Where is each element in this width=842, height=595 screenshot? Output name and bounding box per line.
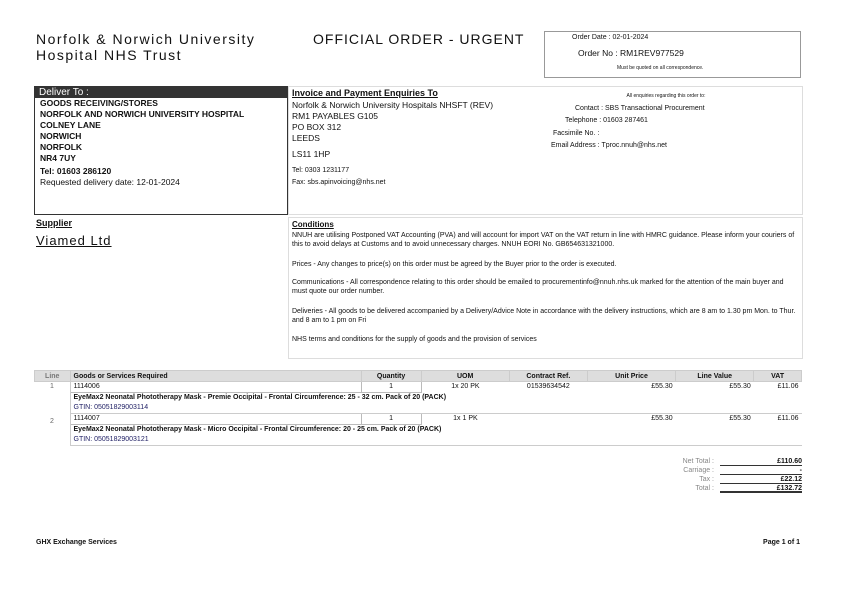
col-contract: Contract Ref. [509, 371, 587, 382]
item-unit-price: £55.30 [651, 383, 673, 390]
item-line-value: £55.30 [729, 383, 751, 390]
col-vat: VAT [754, 371, 802, 382]
page-number: Page 1 of 1 [763, 539, 800, 546]
item-quantity: 1 [361, 414, 421, 425]
order-items-table [34, 370, 802, 446]
order-info-box [544, 31, 801, 78]
table-row-description [35, 425, 802, 436]
col-goods: Goods or Services Required [70, 371, 361, 382]
col-unit-price: Unit Price [587, 371, 675, 382]
invoice-line: LEEDS [292, 133, 320, 143]
deliver-line: NR4 7UY [40, 153, 76, 163]
table-header-row [35, 371, 802, 382]
deliver-to-box [34, 86, 288, 215]
deliver-to-header: Deliver To : [35, 87, 287, 98]
tax-label: Tax : [699, 476, 714, 483]
enquiries-contact: Contact : SBS Transactional Procurement [575, 104, 705, 112]
deliver-line: GOODS RECEIVING/STORES [40, 98, 158, 108]
invoice-tel: Tel: 0303 1231177 [292, 167, 350, 174]
condition-prices: Prices - Any changes to price(s) on this order must be agreed by the Buyer prior to the order is executed. [292, 261, 617, 268]
deliver-line: NORWICH [40, 131, 82, 141]
table-row [35, 382, 802, 393]
deliver-line: COLNEY LANE [40, 120, 101, 130]
invoice-box [288, 86, 803, 215]
table-row-gtin [35, 403, 802, 414]
item-contract-ref [509, 414, 587, 425]
net-total-value: £110.60 [720, 457, 802, 466]
item-vat: £11.06 [777, 383, 799, 390]
item-gtin: GTIN: 05051829003121 [70, 435, 802, 446]
item-gtin: GTIN: 05051829003114 [70, 403, 802, 414]
col-line: Line [35, 371, 71, 382]
enquiries-title: All enquiries regarding this order to: [626, 93, 706, 99]
condition-communications: Communications - All correspondence relating to this order should be emailed to procurementinfo@nnuh.nhs.uk marked for the attention of the main buyer and must quote our order number. [292, 279, 784, 295]
enquiries-telephone: Telephone : 01603 287461 [565, 117, 648, 124]
item-uom: 1x 20 PK [451, 383, 480, 390]
item-code: 1114006 [70, 382, 361, 393]
carriage-label: Carriage : [683, 467, 714, 474]
item-quantity: 1 [361, 382, 421, 393]
organisation-name [36, 31, 255, 63]
invoice-line: PO BOX 312 [292, 122, 342, 132]
org-line-2: Hospital NHS Trust [36, 47, 183, 63]
item-uom: 1x 1 PK [453, 415, 478, 422]
conditions-header: Conditions [292, 220, 334, 229]
footer-source: GHX Exchange Services [36, 539, 117, 546]
col-quantity: Quantity [361, 371, 421, 382]
condition-pva: NNUH are utilising Postponed VAT Accounting (PVA) and will account for import VAT on the VAT return in line with HMRC guidance. Please inform your couriers of this to avoid delays at Customs and to avoid unnecessary charges. NNUH EORI No. GB654631321000. [292, 232, 795, 248]
item-description: EyeMax2 Neonatal Phototherapy Mask - Premie Occipital - Frontal Circumference: 25 - 32 cm. Pack of 20 (PACK) [73, 394, 447, 401]
supplier-label: Supplier [36, 218, 73, 228]
col-line-value: Line Value [676, 371, 754, 382]
condition-nhs-terms: NHS terms and conditions for the supply of goods and the provision of services [292, 336, 537, 343]
table-row [35, 414, 802, 425]
deliver-line: NORFOLK [40, 142, 83, 152]
order-date: Order Date : 02-01-2024 [572, 34, 649, 41]
item-description: EyeMax2 Neonatal Phototherapy Mask - Micro Occipital - Frontal Circumference: 20 - 25 cm. Pack of 20 (PACK) [73, 426, 442, 433]
enquiries-email: Email Address : Tproc.nnuh@nhs.net [551, 142, 667, 149]
total-value: £132.72 [720, 484, 802, 493]
deliver-tel: Tel: 01603 286120 [40, 166, 112, 176]
document-title: OFFICIAL ORDER - URGENT [313, 31, 525, 47]
item-code: 1114007 [70, 414, 361, 425]
deliver-line: NORFOLK AND NORWICH UNIVERSITY HOSPITAL [40, 109, 245, 119]
org-line-1: Norfolk & Norwich University [36, 31, 256, 47]
table-row-gtin [35, 435, 802, 446]
requested-delivery-date: Requested delivery date: 12-01-2024 [40, 177, 180, 187]
item-vat: £11.06 [777, 415, 799, 422]
item-contract-ref: 01539634542 [526, 383, 570, 390]
supplier-name: Viamed Ltd [36, 233, 112, 248]
invoice-header: Invoice and Payment Enquiries To [292, 88, 438, 98]
table-row-description [35, 393, 802, 404]
item-line-value: £55.30 [729, 415, 751, 422]
totals-panel [640, 457, 802, 493]
line-number: 1 [35, 382, 71, 414]
invoice-line: LS11 1HP [292, 149, 331, 159]
item-unit-price: £55.30 [651, 415, 673, 422]
col-uom: UOM [421, 371, 509, 382]
net-total-label: Net Total : [682, 458, 714, 465]
carriage-value: - [720, 466, 802, 475]
enquiries-panel [551, 90, 751, 153]
order-note: Must be quoted on all correspondence. [617, 65, 704, 71]
invoice-line: Norfolk & Norwich University Hospitals NHSFT (REV) [292, 100, 494, 110]
total-label: Total : [695, 485, 714, 492]
enquiries-facsimile: Facsimile No. : [553, 129, 600, 137]
line-number: 2 [35, 414, 71, 446]
condition-deliveries: Deliveries - All goods to be delivered accompanied by a Delivery/Advice Note in accordance with the delivery instructions, which are 8 am to 1.30 pm Mon. to Thur. and 8 am to 1 pm on Fri [292, 308, 796, 324]
invoice-fax: Fax: sbs.apinvoicing@nhs.net [292, 179, 386, 186]
order-number: Order No : RM1REV977529 [578, 48, 684, 58]
invoice-line: RM1 PAYABLES G105 [292, 111, 378, 121]
tax-value: £22.12 [720, 475, 802, 484]
conditions-box [288, 217, 803, 359]
